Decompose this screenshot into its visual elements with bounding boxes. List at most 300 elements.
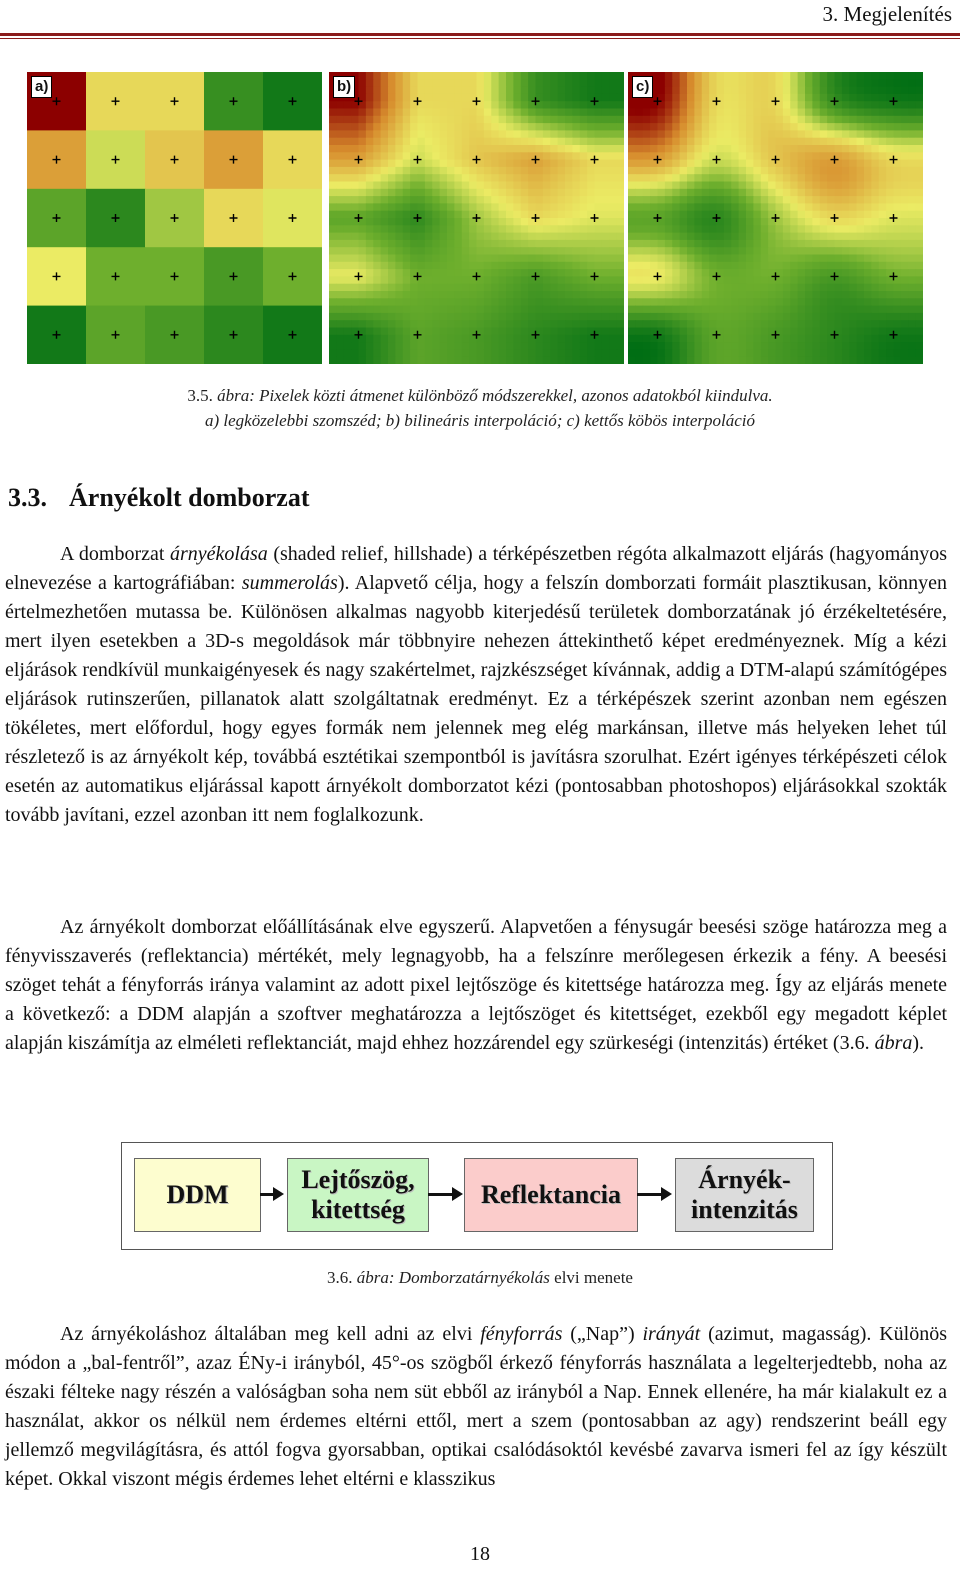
surface-pixel — [336, 306, 344, 314]
surface-pixel — [805, 349, 813, 357]
surface-pixel — [418, 130, 426, 138]
surface-pixel — [403, 225, 411, 233]
surface-pixel — [388, 145, 396, 153]
surface-pixel — [849, 247, 857, 255]
surface-pixel — [827, 313, 835, 321]
surface-pixel — [820, 196, 828, 204]
surface-pixel — [901, 145, 909, 153]
surface-pixel — [513, 211, 521, 219]
surface-pixel — [609, 276, 617, 284]
surface-pixel — [395, 138, 403, 146]
surface-pixel — [580, 189, 588, 197]
surface-pixel — [565, 138, 573, 146]
surface-pixel — [366, 342, 374, 350]
surface-pixel — [432, 160, 440, 168]
surface-pixel — [388, 298, 396, 306]
surface-pixel — [587, 167, 595, 175]
surface-pixel — [587, 247, 595, 255]
surface-pixel — [543, 335, 551, 343]
surface-pixel — [410, 262, 418, 270]
surface-pixel — [739, 152, 747, 160]
surface-pixel — [366, 203, 374, 211]
surface-pixel — [373, 291, 381, 299]
surface-pixel — [432, 94, 440, 102]
surface-pixel — [565, 116, 573, 124]
surface-pixel — [731, 240, 739, 248]
surface-pixel — [864, 255, 872, 263]
surface-pixel — [617, 72, 624, 80]
surface-pixel — [798, 101, 806, 109]
surface-pixel — [672, 218, 680, 226]
surface-pixel — [550, 276, 558, 284]
surface-pixel — [609, 328, 617, 336]
surface-pixel — [454, 145, 462, 153]
surface-pixel — [879, 101, 887, 109]
surface-pixel — [395, 247, 403, 255]
surface-pixel — [602, 130, 610, 138]
surface-pixel — [432, 335, 440, 343]
surface-pixel — [418, 203, 426, 211]
surface-pixel — [680, 225, 688, 233]
surface-pixel — [528, 130, 536, 138]
surface-pixel — [506, 116, 514, 124]
surface-pixel — [665, 269, 673, 277]
surface-pixel — [820, 233, 828, 241]
surface-pixel — [602, 240, 610, 248]
surface-pixel — [635, 123, 643, 131]
surface-pixel — [491, 109, 499, 117]
surface-pixel — [550, 94, 558, 102]
surface-pixel — [768, 203, 776, 211]
surface-pixel — [805, 342, 813, 350]
surface-pixel — [617, 233, 624, 241]
surface-pixel — [558, 269, 566, 277]
surface-pixel — [609, 109, 617, 117]
surface-pixel — [462, 276, 470, 284]
surface-pixel — [602, 335, 610, 343]
surface-pixel — [499, 160, 507, 168]
surface-pixel — [462, 357, 470, 364]
emphasis: fényforrás — [480, 1323, 563, 1345]
surface-pixel — [609, 116, 617, 124]
surface-pixel — [908, 189, 916, 197]
surface-pixel — [901, 313, 909, 321]
surface-pixel — [381, 255, 389, 263]
surface-pixel — [403, 276, 411, 284]
surface-pixel — [717, 291, 725, 299]
surface-pixel — [724, 94, 732, 102]
surface-pixel — [602, 262, 610, 270]
surface-pixel — [746, 203, 754, 211]
surface-pixel — [565, 276, 573, 284]
surface-pixel — [484, 160, 492, 168]
surface-pixel — [717, 160, 725, 168]
surface-pixel — [454, 72, 462, 80]
surface-pixel — [609, 269, 617, 277]
surface-pixel — [491, 138, 499, 146]
surface-pixel — [916, 313, 923, 321]
surface-pixel — [572, 291, 580, 299]
surface-pixel — [731, 79, 739, 87]
surface-pixel — [783, 291, 791, 299]
surface-pixel — [447, 72, 455, 80]
surface-pixel — [609, 130, 617, 138]
surface-pixel — [484, 306, 492, 314]
surface-pixel — [680, 349, 688, 357]
surface-pixel — [827, 79, 835, 87]
surface-pixel — [521, 357, 529, 364]
surface-pixel — [672, 182, 680, 190]
surface-pixel — [602, 116, 610, 124]
surface-pixel — [388, 225, 396, 233]
surface-pixel — [790, 313, 798, 321]
surface-pixel — [628, 182, 636, 190]
surface-pixel — [761, 116, 769, 124]
surface-pixel — [783, 79, 791, 87]
surface-pixel — [351, 291, 359, 299]
surface-pixel — [609, 138, 617, 146]
surface-pixel — [812, 211, 820, 219]
surface-pixel — [580, 130, 588, 138]
surface-pixel — [373, 284, 381, 292]
surface-pixel — [643, 269, 651, 277]
surface-pixel — [665, 262, 673, 270]
surface-pixel — [499, 152, 507, 160]
surface-pixel — [395, 298, 403, 306]
surface-pixel — [879, 328, 887, 336]
surface-pixel — [658, 255, 666, 263]
surface-pixel — [871, 101, 879, 109]
surface-pixel — [388, 123, 396, 131]
surface-pixel — [812, 167, 820, 175]
surface-pixel — [709, 79, 717, 87]
surface-pixel — [336, 218, 344, 226]
surface-pixel — [864, 182, 872, 190]
surface-pixel — [702, 306, 710, 314]
surface-pixel — [454, 160, 462, 168]
surface-pixel — [351, 255, 359, 263]
surface-pixel — [329, 306, 337, 314]
surface-pixel — [506, 313, 514, 321]
surface-pixel — [403, 247, 411, 255]
surface-pixel — [558, 130, 566, 138]
surface-pixel — [418, 225, 426, 233]
surface-pixel — [680, 94, 688, 102]
surface-pixel — [373, 240, 381, 248]
surface-pixel — [879, 313, 887, 321]
surface-pixel — [395, 174, 403, 182]
surface-pixel — [499, 313, 507, 321]
surface-pixel — [908, 233, 916, 241]
surface-pixel — [617, 349, 624, 357]
surface-pixel — [702, 203, 710, 211]
surface-pixel — [842, 357, 850, 364]
surface-pixel — [805, 240, 813, 248]
surface-pixel — [359, 138, 367, 146]
surface-pixel — [381, 342, 389, 350]
surface-pixel — [425, 349, 433, 357]
surface-pixel — [580, 335, 588, 343]
surface-pixel — [680, 357, 688, 364]
surface-pixel — [753, 218, 761, 226]
surface-pixel — [658, 145, 666, 153]
surface-pixel — [580, 269, 588, 277]
surface-pixel — [768, 116, 776, 124]
surface-pixel — [336, 240, 344, 248]
surface-pixel — [521, 101, 529, 109]
text: Az árnyékoláshoz általában meg kell adni az elvi — [60, 1323, 481, 1345]
surface-pixel — [366, 130, 374, 138]
surface-pixel — [388, 320, 396, 328]
surface-pixel — [418, 72, 426, 80]
surface-pixel — [761, 225, 769, 233]
surface-pixel — [528, 291, 536, 299]
surface-pixel — [565, 240, 573, 248]
surface-pixel — [506, 233, 514, 241]
surface-pixel — [565, 196, 573, 204]
surface-pixel — [344, 313, 352, 321]
surface-pixel — [746, 335, 754, 343]
surface-pixel — [484, 116, 492, 124]
surface-pixel — [609, 196, 617, 204]
surface-pixel — [602, 357, 610, 364]
surface-pixel — [658, 225, 666, 233]
surface-pixel — [776, 291, 784, 299]
surface-pixel — [916, 255, 923, 263]
surface-pixel — [513, 284, 521, 292]
surface-pixel — [469, 349, 477, 357]
surface-pixel — [491, 262, 499, 270]
surface-pixel — [753, 116, 761, 124]
surface-pixel — [798, 87, 806, 95]
surface-pixel — [359, 87, 367, 95]
surface-pixel — [572, 298, 580, 306]
surface-pixel — [894, 284, 902, 292]
surface-pixel — [506, 284, 514, 292]
surface-pixel — [628, 284, 636, 292]
flow-arrow — [637, 1193, 662, 1196]
surface-pixel — [886, 109, 894, 117]
surface-pixel — [694, 123, 702, 131]
surface-pixel — [587, 182, 595, 190]
surface-pixel — [783, 211, 791, 219]
surface-pixel — [702, 174, 710, 182]
surface-pixel — [879, 233, 887, 241]
surface-pixel — [916, 349, 923, 357]
surface-pixel — [680, 109, 688, 117]
surface-pixel — [805, 94, 813, 102]
surface-pixel — [543, 109, 551, 117]
surface-pixel — [477, 349, 485, 357]
surface-pixel — [650, 255, 658, 263]
surface-pixel — [901, 262, 909, 270]
surface-pixel — [447, 160, 455, 168]
surface-pixel — [849, 276, 857, 284]
surface-pixel — [388, 189, 396, 197]
surface-pixel — [454, 101, 462, 109]
surface-pixel — [543, 298, 551, 306]
surface-pixel — [805, 262, 813, 270]
surface-pixel — [513, 109, 521, 117]
surface-pixel — [403, 87, 411, 95]
surface-pixel — [879, 160, 887, 168]
surface-pixel — [454, 255, 462, 263]
surface-pixel — [366, 79, 374, 87]
emphasis: summerolás — [241, 572, 338, 594]
surface-pixel — [395, 218, 403, 226]
surface-pixel — [879, 203, 887, 211]
surface-pixel — [432, 174, 440, 182]
surface-pixel — [753, 247, 761, 255]
surface-pixel — [827, 203, 835, 211]
surface-pixel — [842, 94, 850, 102]
surface-pixel — [440, 255, 448, 263]
surface-pixel — [857, 284, 865, 292]
surface-pixel — [381, 87, 389, 95]
surface-pixel — [908, 357, 916, 364]
surface-pixel — [687, 87, 695, 95]
surface-pixel — [849, 182, 857, 190]
surface-pixel — [894, 255, 902, 263]
surface-pixel — [746, 109, 754, 117]
surface-pixel — [469, 247, 477, 255]
surface-pixel — [827, 357, 835, 364]
surface-pixel — [761, 284, 769, 292]
surface-pixel — [842, 320, 850, 328]
surface-pixel — [425, 94, 433, 102]
flow-box-line: kitettség — [311, 1195, 405, 1224]
surface-pixel — [344, 349, 352, 357]
surface-pixel — [336, 298, 344, 306]
surface-pixel — [550, 357, 558, 364]
surface-pixel — [373, 167, 381, 175]
surface-pixel — [731, 72, 739, 80]
surface-pixel — [776, 138, 784, 146]
surface-pixel — [835, 203, 843, 211]
surface-pixel — [768, 240, 776, 248]
surface-pixel — [558, 357, 566, 364]
surface-pixel — [506, 269, 514, 277]
surface-pixel — [447, 357, 455, 364]
surface-pixel — [366, 255, 374, 263]
surface-pixel — [680, 152, 688, 160]
surface-pixel — [609, 203, 617, 211]
surface-pixel — [469, 357, 477, 364]
surface-pixel — [565, 225, 573, 233]
surface-pixel — [410, 342, 418, 350]
surface-pixel — [724, 291, 732, 299]
surface-pixel — [820, 189, 828, 197]
surface-pixel — [381, 357, 389, 364]
surface-pixel — [658, 313, 666, 321]
surface-pixel — [587, 306, 595, 314]
surface-pixel — [643, 174, 651, 182]
surface-pixel — [536, 342, 544, 350]
surface-pixel — [329, 123, 337, 131]
surface-pixel — [550, 313, 558, 321]
surface-pixel — [871, 269, 879, 277]
surface-pixel — [753, 101, 761, 109]
surface-pixel — [717, 189, 725, 197]
surface-pixel — [835, 167, 843, 175]
surface-pixel — [550, 335, 558, 343]
surface-pixel — [395, 328, 403, 336]
surface-pixel — [440, 109, 448, 117]
surface-pixel — [702, 233, 710, 241]
surface-pixel — [820, 335, 828, 343]
surface-pixel — [746, 87, 754, 95]
surface-pixel — [768, 298, 776, 306]
surface-pixel — [753, 203, 761, 211]
surface-pixel — [901, 276, 909, 284]
surface-pixel — [336, 189, 344, 197]
surface-pixel — [359, 255, 367, 263]
surface-pixel — [565, 357, 573, 364]
surface-pixel — [550, 262, 558, 270]
surface-pixel — [440, 123, 448, 131]
surface-pixel — [724, 196, 732, 204]
surface-pixel — [871, 218, 879, 226]
surface-pixel — [484, 87, 492, 95]
surface-pixel — [477, 335, 485, 343]
surface-pixel — [746, 291, 754, 299]
surface-pixel — [635, 262, 643, 270]
surface-pixel — [864, 211, 872, 219]
surface-pixel — [724, 233, 732, 241]
surface-pixel — [864, 145, 872, 153]
surface-pixel — [366, 357, 374, 364]
surface-pixel — [462, 247, 470, 255]
surface-pixel — [812, 196, 820, 204]
surface-pixel — [477, 313, 485, 321]
surface-pixel — [680, 72, 688, 80]
surface-pixel — [329, 211, 337, 219]
surface-pixel — [572, 313, 580, 321]
surface-pixel — [447, 109, 455, 117]
surface-pixel — [410, 291, 418, 299]
surface-pixel — [761, 174, 769, 182]
surface-pixel — [746, 174, 754, 182]
surface-pixel — [536, 145, 544, 153]
surface-pixel — [521, 87, 529, 95]
surface-pixel — [665, 160, 673, 168]
surface-pixel — [849, 291, 857, 299]
surface-pixel — [565, 87, 573, 95]
surface-pixel — [805, 101, 813, 109]
surface-pixel — [746, 123, 754, 131]
surface-pixel — [835, 291, 843, 299]
surface-pixel — [425, 306, 433, 314]
surface-pixel — [418, 233, 426, 241]
surface-pixel — [499, 306, 507, 314]
surface-pixel — [425, 189, 433, 197]
surface-pixel — [359, 313, 367, 321]
surface-pixel — [820, 182, 828, 190]
surface-pixel — [717, 79, 725, 87]
surface-pixel — [731, 269, 739, 277]
surface-pixel — [609, 313, 617, 321]
surface-pixel — [790, 79, 798, 87]
surface-pixel — [381, 306, 389, 314]
surface-pixel — [366, 262, 374, 270]
surface-pixel — [344, 218, 352, 226]
flow-box-line: intenzitás — [691, 1195, 798, 1224]
surface-pixel — [783, 167, 791, 175]
surface-pixel — [558, 160, 566, 168]
surface-pixel — [768, 255, 776, 263]
surface-pixel — [849, 138, 857, 146]
surface-pixel — [403, 167, 411, 175]
